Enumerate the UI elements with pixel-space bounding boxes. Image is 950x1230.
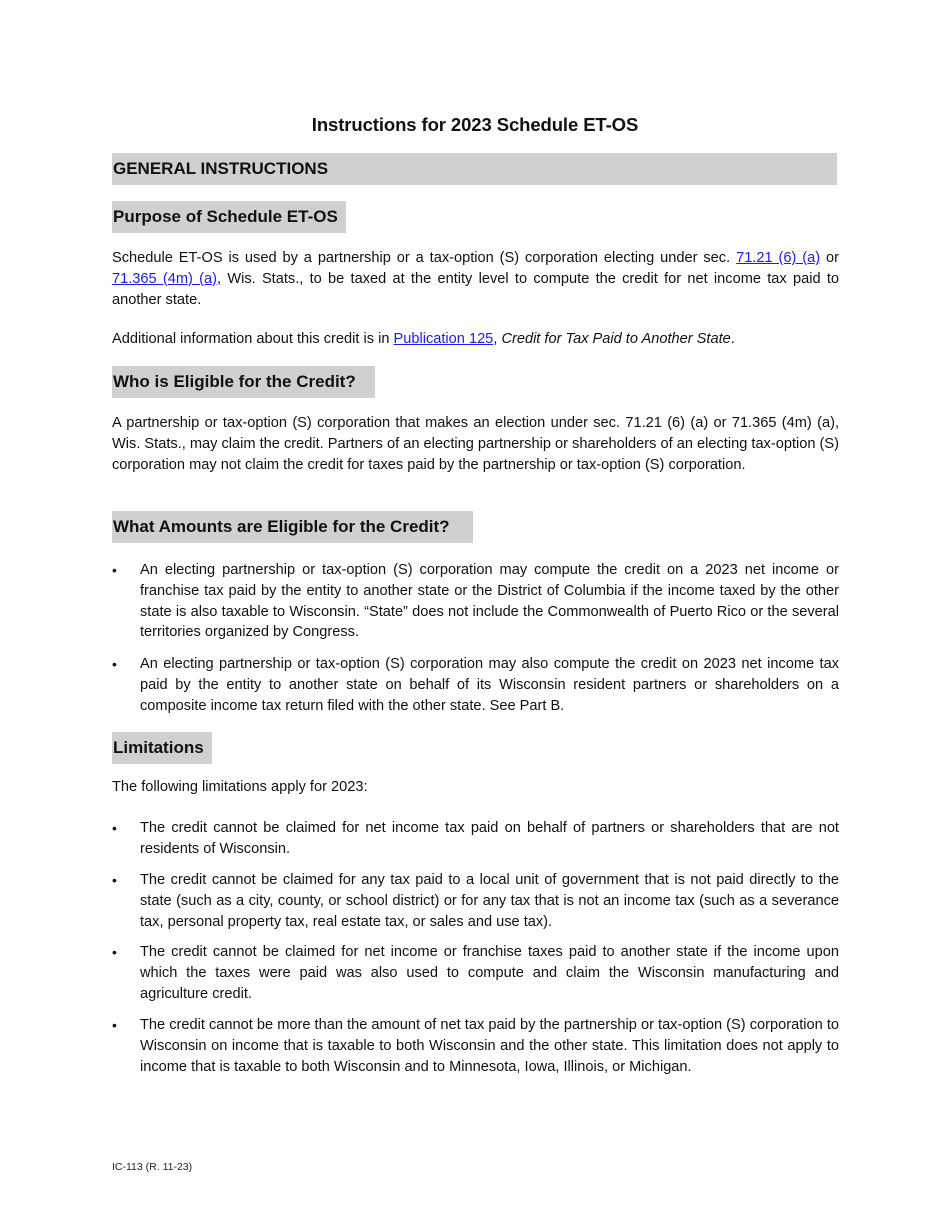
who-eligible-paragraph: A partnership or tax-option (S) corporation that makes an election under sec. 71.21 (6) (a) or 71.365 (4m) (a), Wis. Stats., may claim the credit. Partners of an electing partnership or shareholders of an electing tax-option (S) corporation may not claim the credit for taxes paid by the partnership or tax-option (S) corporation. bbox=[112, 415, 839, 473]
eligible-amounts-heading: What Amounts are Eligible for the Credit? bbox=[112, 511, 473, 543]
bullet-text: The credit cannot be claimed for any tax paid to a local unit of government that is not paid directly to the state (such as a city, county, or school district) or for any tax that is not an income tax (such as a severance tax, personal property tax, real estate tax, or sales and use tax). bbox=[140, 872, 839, 930]
eligible-amounts-bullet bbox=[112, 654, 839, 716]
document-title: Instructions for 2023 Schedule ET-OS bbox=[311, 114, 639, 135]
purpose-text-start: Schedule ET-OS is used by a partnership or a tax-option (S) corporation electing under sec. bbox=[112, 250, 731, 266]
bullet-text: The credit cannot be claimed for net income or franchise taxes paid to another state if the income upon which the taxes were paid was also used to compute and claim the Wisconsin manufacturing and agriculture credit. bbox=[140, 944, 839, 1002]
bullet-icon: • bbox=[112, 562, 117, 578]
publication-comma: , bbox=[493, 331, 498, 347]
bullet-icon: • bbox=[112, 944, 117, 960]
purpose-paragraph bbox=[112, 248, 839, 310]
bullet-text: The credit cannot be more than the amount of net tax paid by the partnership or tax-option (S) corporation to Wisconsin on income that is taxable to both Wisconsin and the other state. This limitation does not apply to income that is taxable to both Wisconsin and to Minnesota, Iowa, Illinois, or Michigan. bbox=[140, 1017, 839, 1075]
bullet-icon: • bbox=[112, 1017, 117, 1033]
publication-125-link[interactable]: Publication 125 bbox=[393, 331, 494, 347]
general-instructions-heading: GENERAL INSTRUCTIONS bbox=[112, 153, 837, 185]
publication-period: . bbox=[730, 331, 735, 347]
limitations-bullet bbox=[112, 818, 839, 860]
limitations-intro: The following limitations apply for 2023: bbox=[112, 779, 368, 795]
purpose-heading: Purpose of Schedule ET-OS bbox=[112, 201, 346, 233]
limitations-bullet bbox=[112, 870, 839, 932]
limitations-bullet bbox=[112, 1015, 839, 1077]
bullet-icon: • bbox=[112, 872, 117, 888]
purpose-text-end: , Wis. Stats., to be taxed at the entity level to compute the credit for net income tax paid to another state. bbox=[112, 270, 839, 308]
publication-title: Credit for Tax Paid to Another State bbox=[501, 331, 731, 347]
statute-link-71-21[interactable]: 71.21 (6) (a) bbox=[736, 250, 821, 266]
bullet-text: An electing partnership or tax-option (S) corporation may also compute the credit on 2023 net income tax paid by the entity to another state on behalf of its Wisconsin resident partners or shareholders on a composite income tax return filed with the other state. See Part B. bbox=[140, 656, 839, 714]
publication-text-start: Additional information about this credit is in bbox=[112, 331, 390, 347]
purpose-text-or: or bbox=[826, 250, 839, 266]
form-code-footer: IC-113 (R. 11-23) bbox=[112, 1161, 193, 1173]
who-eligible-heading: Who is Eligible for the Credit? bbox=[112, 366, 375, 398]
publication-paragraph bbox=[112, 329, 839, 350]
eligible-amounts-bullet bbox=[112, 560, 839, 643]
bullet-text: The credit cannot be claimed for net income tax paid on behalf of partners or shareholders that are not residents of Wisconsin. bbox=[140, 820, 839, 857]
statute-link-71-365[interactable]: 71.365 (4m) (a) bbox=[112, 270, 217, 287]
bullet-icon: • bbox=[112, 820, 117, 836]
bullet-text: An electing partnership or tax-option (S) corporation may compute the credit on a 2023 net income or franchise tax paid by the entity to another state or the District of Columbia if the income taxed by the other state is also taxable to Wisconsin. “State” does not include the Commonwealth of Puerto Rico or the several territories organized by Congress. bbox=[140, 562, 839, 641]
limitations-heading: Limitations bbox=[112, 732, 212, 764]
bullet-icon: • bbox=[112, 656, 117, 672]
limitations-bullet bbox=[112, 942, 839, 1004]
